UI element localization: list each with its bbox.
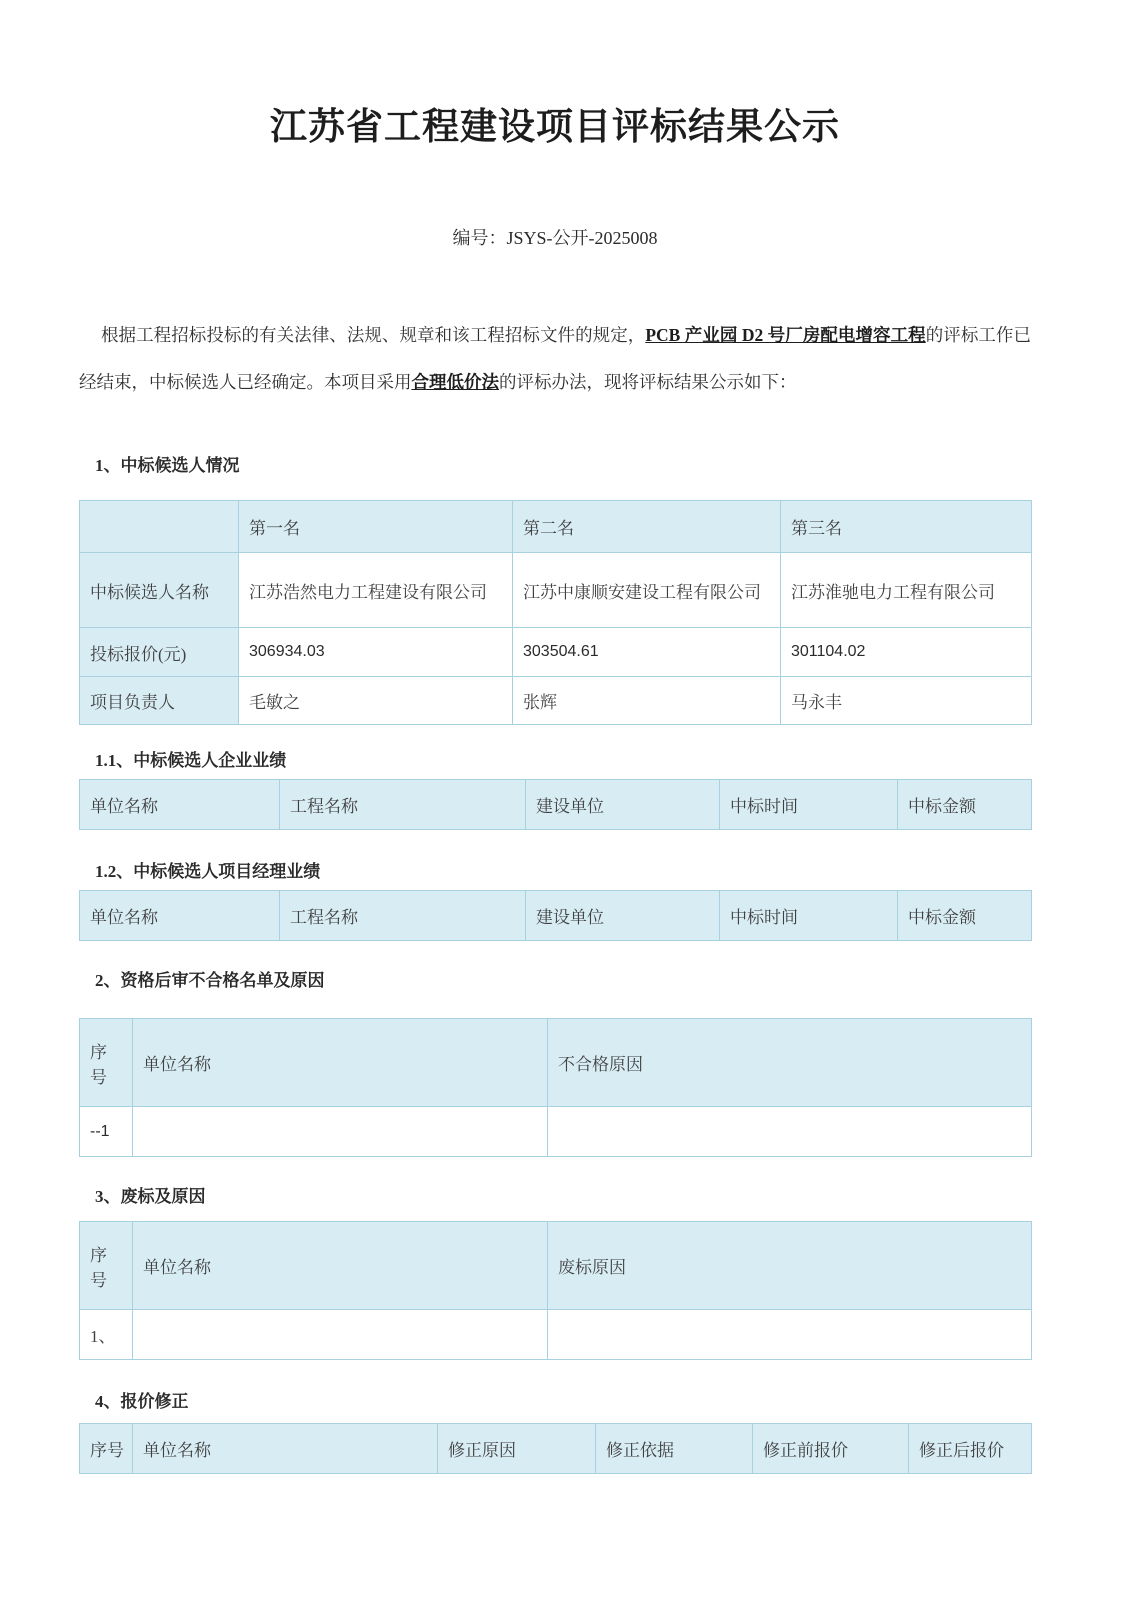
column-header-price-before: 修正前报价 xyxy=(753,1424,909,1474)
candidate-2-price: 303504.61 xyxy=(513,628,781,677)
rejected-bids-table xyxy=(79,1221,1032,1360)
table-header-row xyxy=(80,1019,1032,1107)
manager-performance-table xyxy=(79,890,1032,941)
row-label-candidate-name: 中标候选人名称 xyxy=(80,553,239,628)
column-header-construction-unit: 建设单位 xyxy=(526,780,720,830)
intro-text-2: 的评标工作已经结束，中标候选人已经确定。本项目采用 xyxy=(79,325,1031,392)
price-correction-table xyxy=(79,1423,1032,1474)
column-header-disqualify-reason: 不合格原因 xyxy=(548,1019,1032,1107)
column-header-project-name: 工程名称 xyxy=(280,780,526,830)
table-row xyxy=(80,677,1032,725)
disqualified-table xyxy=(79,1018,1032,1157)
candidate-3-price: 301104.02 xyxy=(781,628,1032,677)
section-rejected-bids xyxy=(79,1185,1031,1360)
column-header-award-time: 中标时间 xyxy=(720,780,898,830)
column-header-seq: 序号 xyxy=(80,1424,133,1474)
doc-number: 编号：JSYS-公开-2025008 xyxy=(452,228,658,248)
disqualified-unit-name xyxy=(133,1107,548,1157)
project-name: PCB 产业园 D2 号厂房配电增容工程 xyxy=(645,325,926,345)
candidate-2-name: 江苏中康顺安建设工程有限公司 xyxy=(513,553,781,628)
intro-paragraph xyxy=(79,312,1031,406)
column-header-award-amount: 中标金额 xyxy=(898,780,1032,830)
document-title: 江苏省工程建设项目评标结果公示 xyxy=(270,107,840,148)
section-1-2-heading: 1.2、中标候选人项目经理业绩 xyxy=(95,862,321,881)
rejected-seq: 1、 xyxy=(80,1310,133,1360)
section-candidates xyxy=(79,454,1031,725)
column-header-unit-name: 单位名称 xyxy=(133,1424,438,1474)
section-company-performance xyxy=(79,749,1031,830)
candidate-3-manager: 马永丰 xyxy=(781,677,1032,725)
table-row xyxy=(80,553,1032,628)
section-3-heading: 3、废标及原因 xyxy=(95,1187,206,1206)
document-content xyxy=(0,100,1131,1474)
section-1-1-heading: 1.1、中标候选人企业业绩 xyxy=(95,751,287,770)
section-2-heading: 2、资格后审不合格名单及原因 xyxy=(95,971,325,990)
section-4-heading: 4、报价修正 xyxy=(95,1392,189,1411)
column-header-reject-reason: 废标原因 xyxy=(548,1222,1032,1310)
column-header-correction-basis: 修正依据 xyxy=(596,1424,753,1474)
table-header-row xyxy=(80,1222,1032,1310)
table-row xyxy=(80,501,1032,553)
column-header-construction-unit: 建设单位 xyxy=(526,891,720,941)
table-header-row xyxy=(80,891,1032,941)
candidate-3-name: 江苏淮驰电力工程有限公司 xyxy=(781,553,1032,628)
row-label-project-manager: 项目负责人 xyxy=(80,677,239,725)
rejected-reason xyxy=(548,1310,1032,1360)
column-header-unit-name: 单位名称 xyxy=(80,891,280,941)
disqualified-seq: --1 xyxy=(80,1107,133,1157)
table-header-row xyxy=(80,780,1032,830)
candidates-table xyxy=(79,500,1032,725)
rejected-unit-name xyxy=(133,1310,548,1360)
corner-cell xyxy=(80,501,239,553)
column-header-unit-name: 单位名称 xyxy=(80,780,280,830)
candidate-1-manager: 毛敏之 xyxy=(239,677,513,725)
section-price-correction xyxy=(79,1390,1031,1474)
rank-1-header: 第一名 xyxy=(239,501,513,553)
column-header-correction-reason: 修正原因 xyxy=(438,1424,596,1474)
rank-2-header: 第二名 xyxy=(513,501,781,553)
column-header-award-time: 中标时间 xyxy=(720,891,898,941)
candidate-1-price: 306934.03 xyxy=(239,628,513,677)
column-header-unit-name: 单位名称 xyxy=(133,1222,548,1310)
section-manager-performance xyxy=(79,860,1031,941)
candidate-2-manager: 张辉 xyxy=(513,677,781,725)
evaluation-method: 合理低价法 xyxy=(411,372,499,392)
table-row xyxy=(80,1107,1032,1157)
company-performance-table xyxy=(79,779,1032,830)
rank-3-header: 第三名 xyxy=(781,501,1032,553)
intro-text-1: 根据工程招标投标的有关法律、法规、规章和该工程招标文件的规定， xyxy=(101,325,646,345)
column-header-unit-name: 单位名称 xyxy=(133,1019,548,1107)
table-row xyxy=(80,628,1032,677)
candidate-1-name: 江苏浩然电力工程建设有限公司 xyxy=(239,553,513,628)
column-header-seq: 序号 xyxy=(80,1019,133,1107)
table-row xyxy=(80,1310,1032,1360)
disqualified-reason xyxy=(548,1107,1032,1157)
column-header-award-amount: 中标金额 xyxy=(898,891,1032,941)
column-header-price-after: 修正后报价 xyxy=(909,1424,1032,1474)
intro-text-3: 的评标办法，现将评标结果公示如下： xyxy=(499,372,797,392)
row-label-bid-price: 投标报价(元) xyxy=(80,628,239,677)
column-header-seq: 序号 xyxy=(80,1222,133,1310)
section-disqualified xyxy=(79,969,1031,1157)
section-1-heading: 1、中标候选人情况 xyxy=(95,456,240,475)
table-header-row xyxy=(80,1424,1032,1474)
column-header-project-name: 工程名称 xyxy=(280,891,526,941)
